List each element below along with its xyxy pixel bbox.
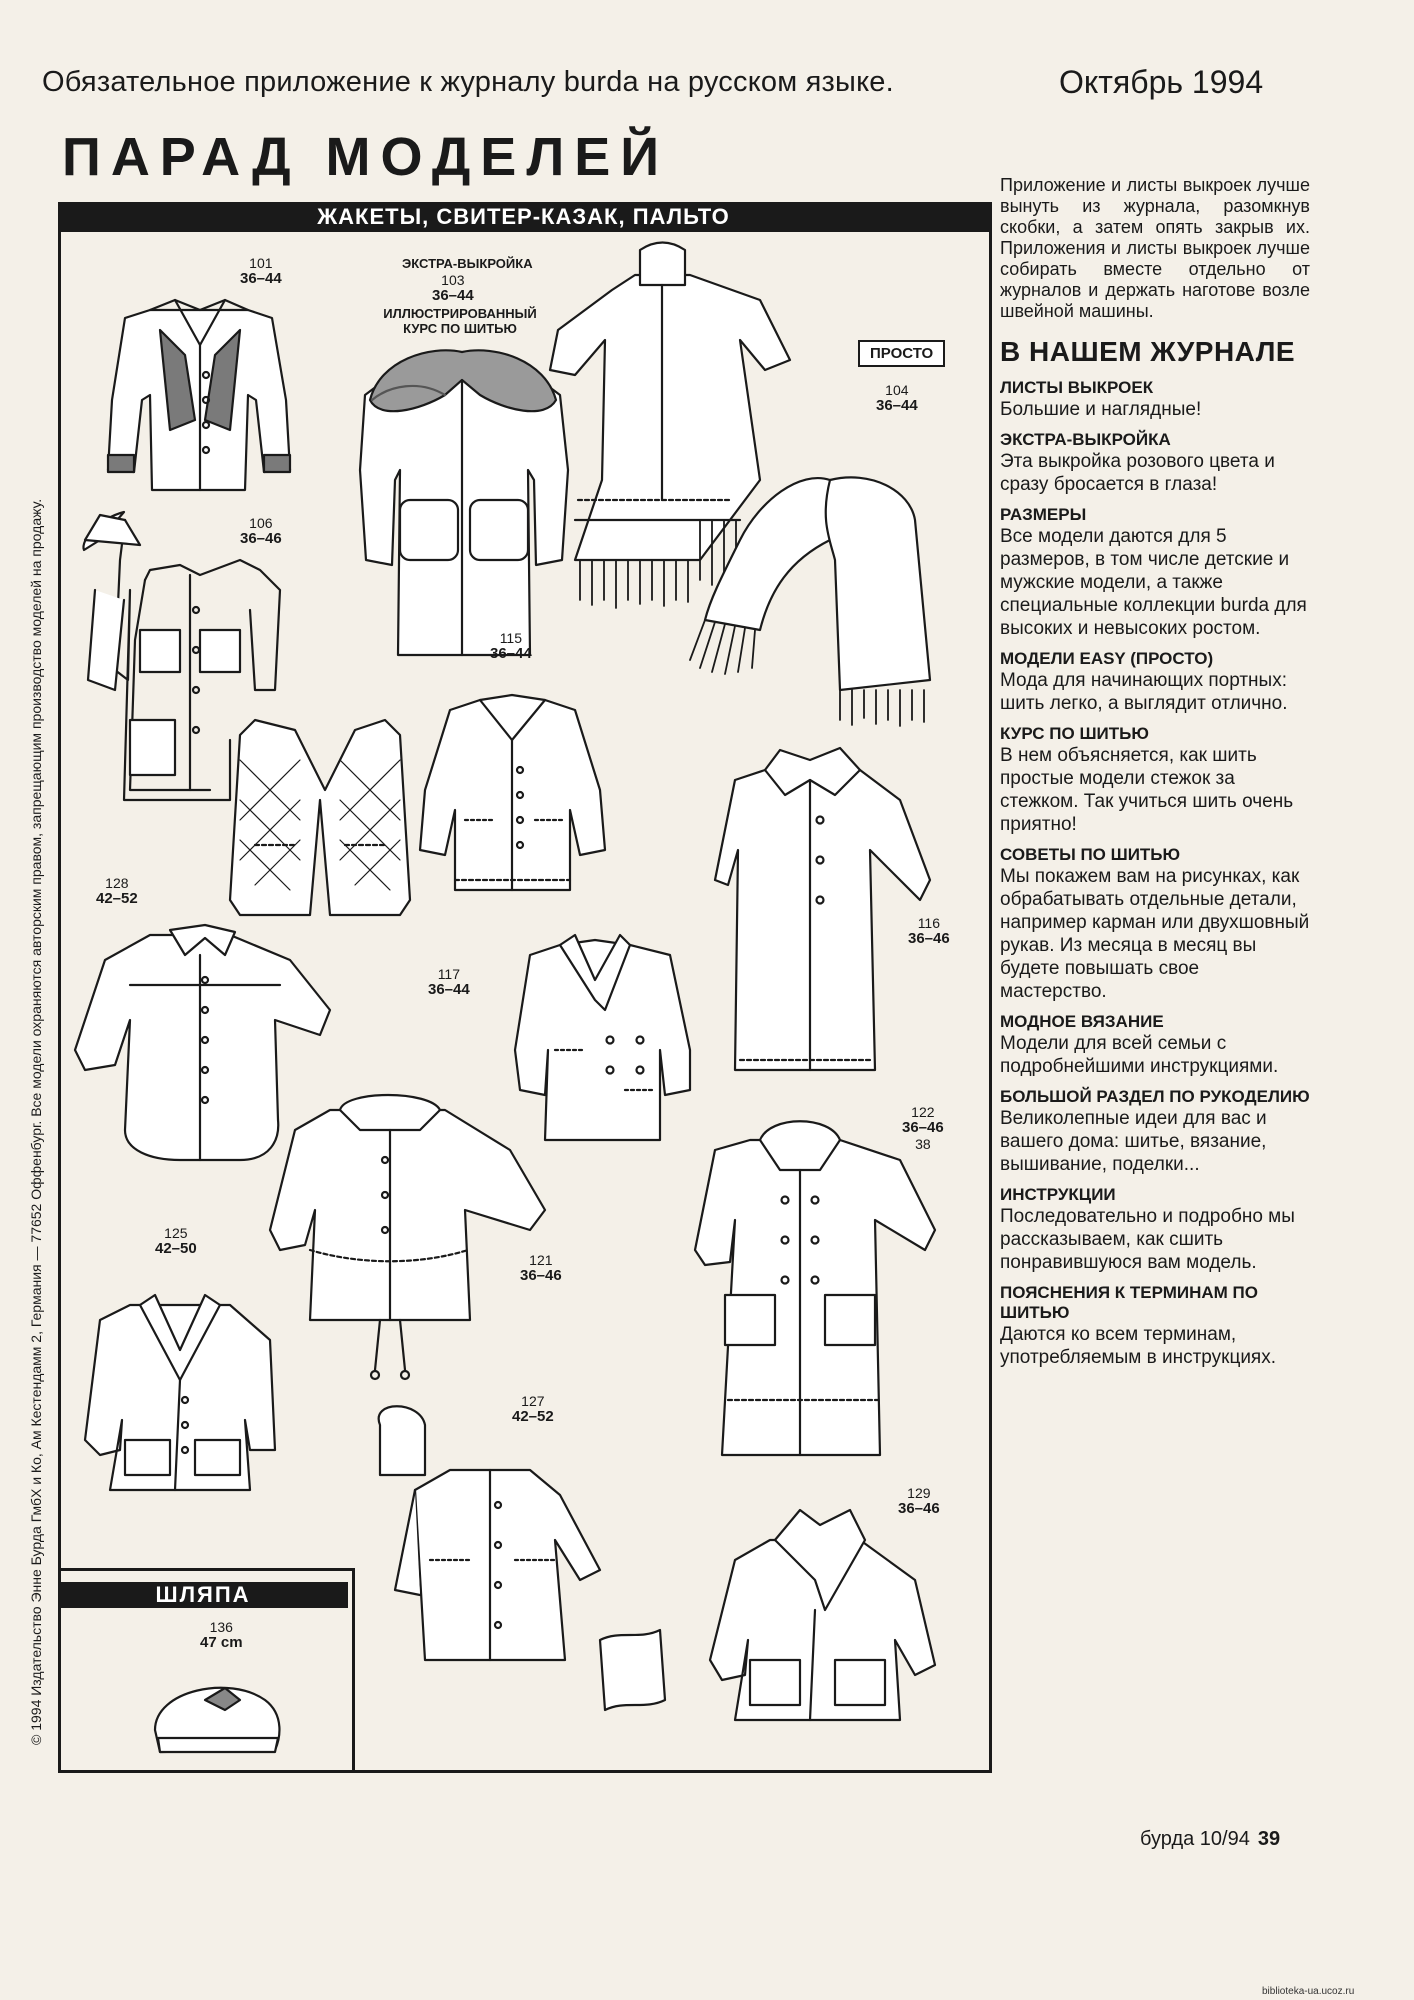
feature-item: БОЛЬШОЙ РАЗДЕЛ ПО РУКОДЕЛИЮ Великолепные идеи для вас и вашего дома: шитье, вязание, вышивание, поделки... (1000, 1087, 1310, 1175)
feature-item: ИНСТРУКЦИИ Последовательно и подробно мы рассказываем, как сшить понравившуюся вам модель. (1000, 1185, 1295, 1273)
feature-item: ЭКСТРА-ВЫКРОЙКА Эта выкройка розового цвета и сразу бросается в глаза! (1000, 430, 1275, 495)
feature-item: КУРС ПО ШИТЬЮ В нем объясняется, как шить простые модели стежок за стежком. Так учиться шить очень приятно! (1000, 724, 1294, 835)
model-106-label: 106 36–46 (240, 515, 282, 547)
sketch-121 (270, 1095, 545, 1379)
model-128-label: 128 42–52 (96, 875, 138, 907)
extra-pattern-label: ЭКСТРА-ВЫКРОЙКА (402, 256, 533, 271)
right-column (1000, 175, 1310, 1378)
model-115-label: 115 36–44 (490, 630, 532, 662)
feature-item: МОДНОЕ ВЯЗАНИЕ Модели для всей семьи с подробнейшими инструкциями. (1000, 1012, 1279, 1077)
copyright-text: © 1994 Издательство Энне Бурда ГмбХ и Ко, Ам Кестендамм 2, Германия — 77652 Оффенбург. Все модели охраняются авторским правом, запрещающим производство моделей на продажу. (28, 498, 44, 1745)
model-116-label: 116 36–46 (908, 915, 950, 947)
model-121-label: 121 36–46 (520, 1252, 562, 1284)
feature-item: ПОЯСНЕНИЯ К ТЕРМИНАМ ПО ШИТЬЮ Даются ко всем терминам, употребляемым в инструкциях. (1000, 1283, 1277, 1368)
sketch-129 (710, 1510, 935, 1720)
issue-date: Октябрь 1994 (1059, 64, 1264, 100)
model-104-label: 104 36–44 (876, 382, 918, 414)
sketch-125 (85, 1295, 275, 1490)
model-101-label: 101 36–44 (240, 255, 282, 287)
sketch-127 (379, 1406, 665, 1710)
model-127-label: 127 42–52 (512, 1393, 554, 1425)
page-footer (1140, 1828, 1280, 1851)
sketch-128 (75, 925, 330, 1160)
illustrated-course-label: ИЛЛЮСТРИРОВАННЫЙ КУРС ПО ШИТЬЮ (383, 306, 537, 336)
model-103-label: 103 36–44 (432, 272, 474, 304)
easy-badge: ПРОСТО (858, 340, 945, 367)
page-title: ПАРАД МОДЕЛЕЙ (62, 127, 670, 187)
feature-item: РАЗМЕРЫ Все модели даются для 5 размеров, в том числе детские и мужские модели, а также специальные коллекции burda для высоких и невысоких ростом. (1000, 505, 1307, 639)
issue-label: бурда 10/94 (1140, 1828, 1250, 1850)
feature-item: ЛИСТЫ ВЫКРОЕК Большие и наглядные! (1000, 378, 1202, 420)
page-number: 39 (1257, 1828, 1281, 1850)
sketch-115 (420, 695, 605, 890)
sketch-116 (715, 748, 930, 1070)
sketch-vest (230, 720, 410, 915)
supplement-line: Обязательное приложение к журналу burda на русском языке. (42, 66, 894, 98)
sketch-103 (360, 350, 568, 655)
in-our-magazine-heading: В НАШЕМ ЖУРНАЛЕ (1000, 336, 1296, 367)
sketch-101 (108, 300, 290, 490)
feature-item: МОДЕЛИ EASY (ПРОСТО) Мода для начинающих портных: шить легко, а выглядит отлично. (1000, 649, 1288, 714)
source-watermark: biblioteka-ua.ucoz.ru (1262, 1986, 1355, 1997)
model-122-label: 122 36–46 38 (902, 1104, 944, 1152)
feature-item: СОВЕТЫ ПО ШИТЬЮ Мы покажем вам на рисунках, как обрабатывать отдельные детали, например карман или двухшовный рукав. Из месяца в месяц вы будете повышать свое мастерство. (1000, 845, 1310, 1002)
sketch-117 (515, 935, 690, 1140)
section-title: ЖАКЕТЫ, СВИТЕР-КАЗАК, ПАЛЬТО (58, 202, 989, 232)
hat-title: ШЛЯПА (58, 1582, 348, 1608)
sketch-122 (695, 1121, 935, 1455)
hat-label: 136 47 cm (200, 1619, 243, 1651)
model-129-label: 129 36–46 (898, 1485, 940, 1517)
model-117-label: 117 36–44 (428, 966, 470, 998)
model-125-label: 125 42–50 (155, 1225, 197, 1257)
intro-text: Приложение и листы выкроек лучше вынуть из журнала, разомкнув скобки, а затем опять закрыв их. Приложения и листы выкроек лучше собирать вместе отдельно от журналов и держать наготове возле швейной машины. (1000, 175, 1310, 321)
